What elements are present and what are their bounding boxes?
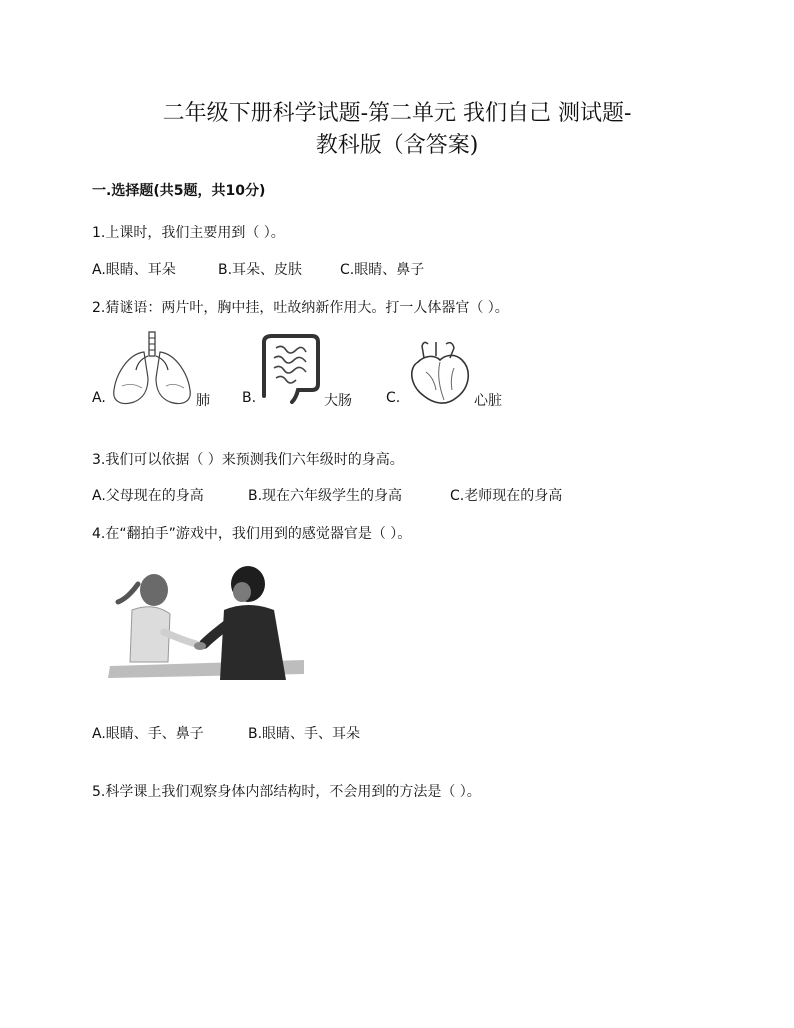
document-title-line-2: 教科版（含答案): [315, 133, 479, 158]
heart-illustration: [406, 338, 476, 408]
question-5: 5.科学课上我们观察身体内部结构时，不会用到的方法是（ ）。: [92, 784, 481, 800]
q2-option-a-letter[interactable]: A.: [92, 390, 106, 406]
clapping-game-photo: [108, 562, 304, 680]
q2-option-b-letter[interactable]: B.: [242, 390, 257, 406]
question-3: 3.我们可以依据（ ）来预测我们六年级时的身高。: [92, 452, 404, 468]
question-2: 2.猜谜语：两片叶，胸中挂，吐故纳新作用大。打一人体器官（ ）。: [92, 300, 509, 316]
q1-option-a[interactable]: A.眼睛、耳朵: [92, 262, 176, 278]
q2-option-c-letter[interactable]: C.: [386, 390, 401, 406]
q4-option-a[interactable]: A.眼睛、手、鼻子: [92, 726, 204, 742]
lungs-illustration: [108, 330, 196, 408]
document-title-line-1: 二年级下册科学试题-第二单元 我们自己 测试题-: [162, 101, 632, 126]
large-intestine-illustration: [258, 332, 324, 404]
question-1: 1.上课时，我们主要用到（ ）。: [92, 225, 285, 241]
question-4: 4.在“翻拍手”游戏中，我们用到的感觉器官是（ ）。: [92, 526, 412, 542]
q3-option-c[interactable]: C.老师现在的身高: [450, 488, 563, 504]
q1-option-b[interactable]: B.耳朵、皮肤: [218, 262, 303, 278]
q2-option-b-label: 大肠: [324, 393, 352, 409]
q4-option-b[interactable]: B.眼睛、手、耳朵: [248, 726, 361, 742]
q2-option-a-label: 肺: [196, 393, 210, 409]
q2-option-c-label: 心脏: [474, 393, 502, 409]
section-heading: 一.选择题(共5题，共10分): [92, 183, 266, 199]
q3-option-b[interactable]: B.现在六年级学生的身高: [248, 488, 403, 504]
q1-option-c[interactable]: C.眼睛、鼻子: [340, 262, 425, 278]
q3-option-a[interactable]: A.父母现在的身高: [92, 488, 204, 504]
